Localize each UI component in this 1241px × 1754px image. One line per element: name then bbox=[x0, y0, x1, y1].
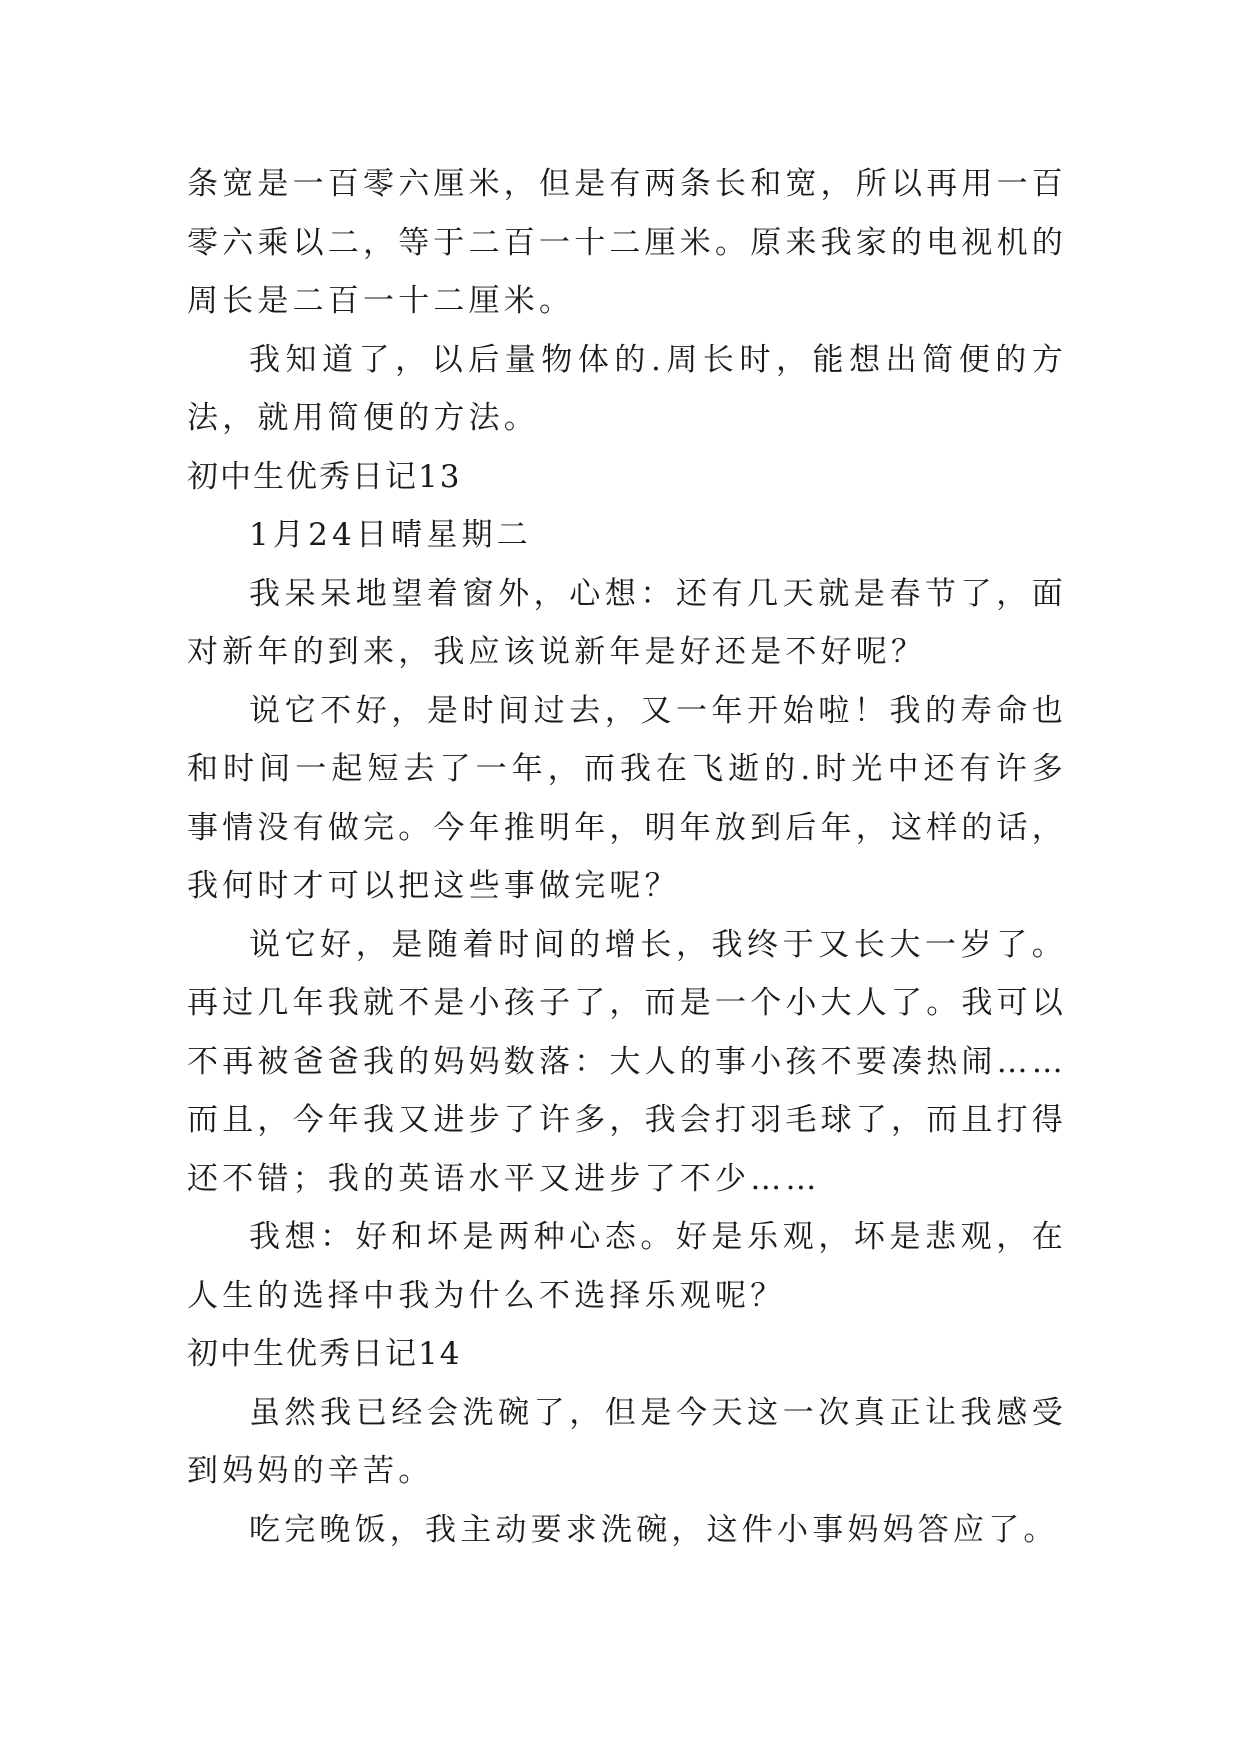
document-body bbox=[187, 155, 1067, 1559]
paragraph: 我想：好和坏是两种心态。好是乐观，坏是悲观，在人生的选择中我为什么不选择乐观呢？ bbox=[187, 1219, 1067, 1314]
paragraph: 我呆呆地望着窗外，心想：还有几天就是春节了，面对新年的到来，我应该说新年是好还是不好呢？ bbox=[187, 575, 1067, 670]
paragraph: 说它好，是随着时间的增长，我终于又长大一岁了。再过几年我就不是小孩子了，而是一个小大人了。我可以不再被爸爸我的妈妈数落：大人的事小孩不要凑热闹……而且，今年我又进步了许多，我会打羽毛球了，而且打得还不错；我的英语水平又进步了不少…… bbox=[187, 926, 1067, 1197]
paragraph: 虽然我已经会洗碗了，但是今天这一次真正让我感受到妈妈的辛苦。 bbox=[187, 1394, 1067, 1489]
date-line: 1月24日晴星期二 bbox=[249, 517, 532, 553]
section-heading: 初中生优秀日记13 bbox=[187, 458, 462, 495]
paragraph: 说它不好，是时间过去，又一年开始啦！我的寿命也和时间一起短去了一年，而我在飞逝的.时光中还有许多事情没有做完。今年推明年，明年放到后年，这样的话，我何时才可以把这些事做完呢？ bbox=[187, 692, 1067, 904]
section-heading: 初中生优秀日记14 bbox=[187, 1336, 462, 1372]
paragraph: 条宽是一百零六厘米，但是有两条长和宽，所以再用一百零六乘以二，等于二百一十二厘米。原来我家的电视机的周长是二百一十二厘米。 bbox=[187, 166, 1067, 319]
paragraph: 我知道了，以后量物体的.周长时，能想出简便的方法，就用简便的方法。 bbox=[187, 341, 1067, 436]
paragraph: 吃完晚饭，我主动要求洗碗，这件小事妈妈答应了。 bbox=[249, 1511, 1059, 1548]
